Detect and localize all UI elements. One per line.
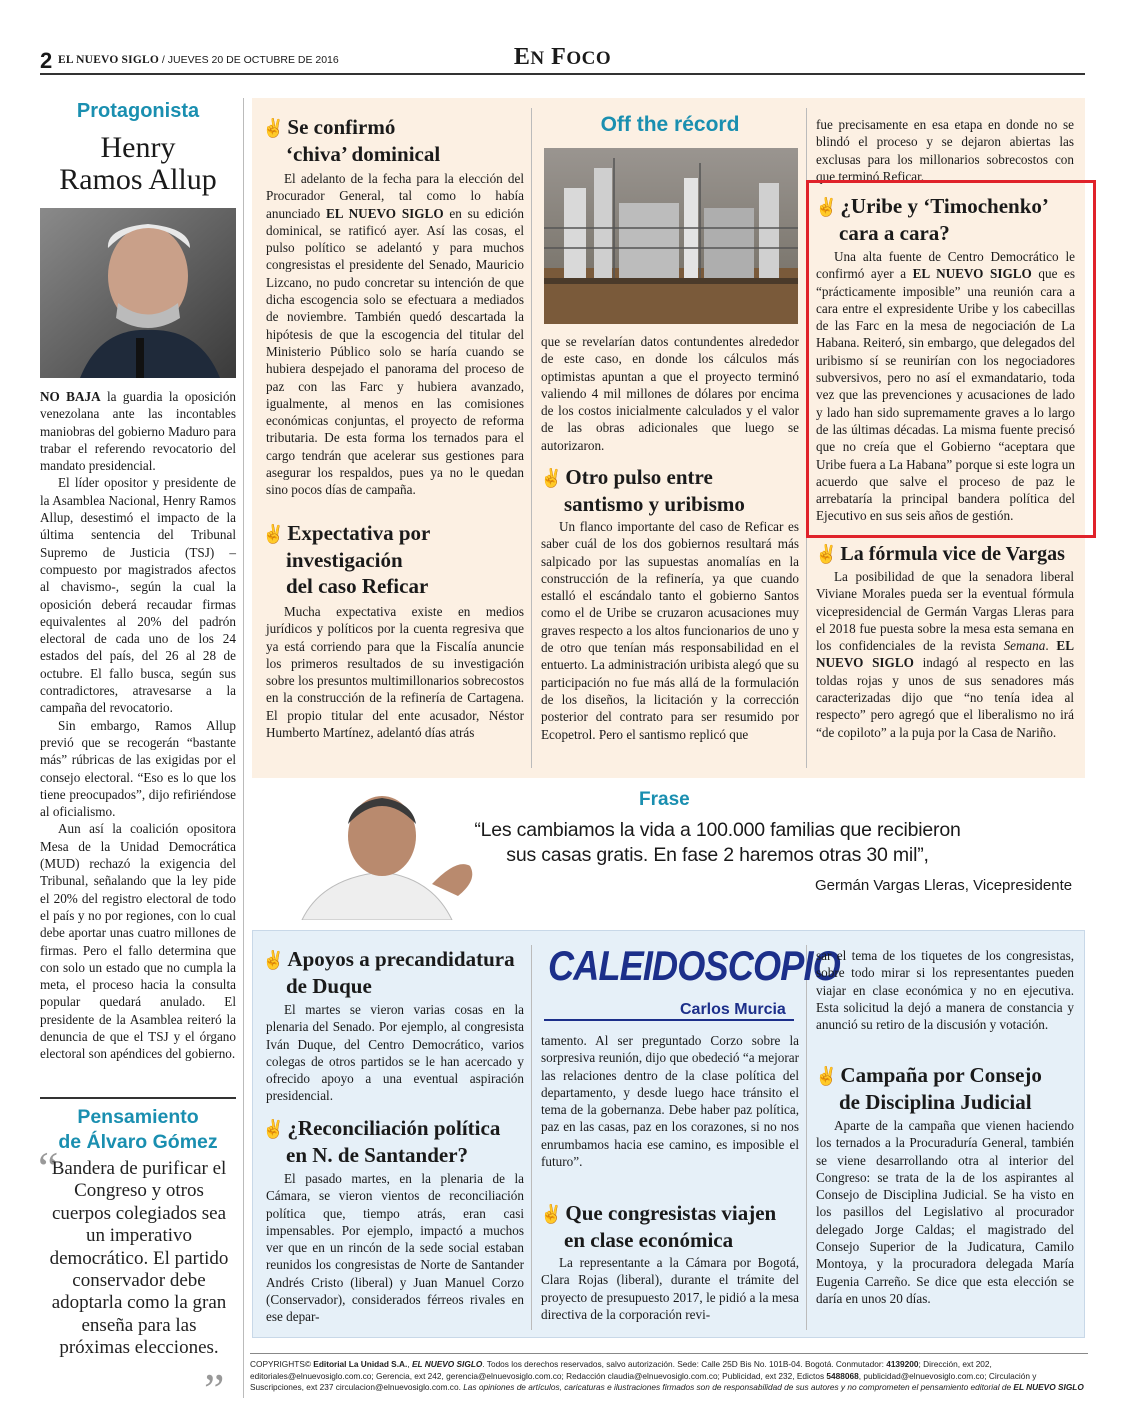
victory-icon: ✌: [540, 1204, 563, 1224]
economica-continuation: sar el tema de los tiquetes de los congresistas, sobre todo mirar si los representantes pueden viajar en clase económica y no en ejecutiva. Esta solicitud la dejó a manera de constancia y anunció su retiro de la discusión y votación.: [816, 948, 1074, 1033]
victory-icon: ✌: [262, 524, 285, 544]
victory-icon: ✌: [262, 950, 285, 970]
protagonista-kicker: Protagonista: [76, 100, 200, 122]
section-title: EN FOCO: [513, 44, 612, 70]
masthead-name: EL NUEVO SIGLO: [58, 54, 159, 66]
refinery-photo: [544, 148, 798, 324]
pensamiento-text: Bandera de purificar el Congreso y otros cuerpos colegiados sea un imperativo democrático. El partido conservador debe adoptarla como la gran enseña para las próximas elecciones.: [49, 1158, 229, 1359]
santander-continuation: tamento. Al ser preguntado Corzo sobre la sorpresiva reunión, dijo que obedeció “a mejorar las relaciones dentro de la clase política del departamento, y desde luego hace tránsito el tema de la gobernanza. Debe haber paz política, paz en las casas, paz en los corazones, si no nos enrumbamos hacia ese camino, es imposible el futuro”.: [541, 1033, 799, 1170]
uribe-body: [816, 248, 1075, 525]
protagonista-body: NO BAJA la guardia la oposición venezolana ante las incontables maniobras del gobierno Maduro para trabar el referendo revocatorio del mandato presidencial. El líder opositor y presidente de la Asamblea Nacional, Henry Ramos Allup, desestimó el impacto de la última sentencia del Tribunal Supremo de Justicia (TSJ) –compuesto por magistrados afectos al chavismo-, según la cual la oposición deberá recaudar firmas equivalentes al 20% del padrón electoral de cada uno de los 24 estados del país, del 26 al 28 de octubre. El fallo busca, según sus contradictores, atravesarse a la campaña del revocatorio. Sin embargo, Ramos Allup previó que se recogerán “bastante más” rúbricas de las exigidas por el consejo electoral. “Eso es lo que los tiene preocupados”, dijo refiriéndose al oficialismo. Aun así la coalición opositora Mesa de la Unidad Democrática (MUD) rechazó la exigencia del Tribunal, señalando que la ley pide el 20% del registro electoral de todo el país y no por regiones, con lo cual debe aportar unas cuatro millones de firmas. Pero el fallo determina que con solo un estado que no cumpla la meta, el proceso hacia la consulta popular quedará anulado. El presidente de la Asamblea reiteró la denuncia de que el TSJ y el órgano electoral son apéndices del gobierno.: [40, 389, 237, 1062]
reficar-body: Mucha expectativa existe en medios jurídicos y políticos por la cuenta regresiva que ya está corriendo para que la Fiscalía anuncie los primeros resultados de su investigación sobre los presuntos multimillonarios sobrecostos en la construcción de la refinería de Cartagena. El propio titular del ente acusador, Néstor Humberto Martínez, adelantó días atrás: [266, 604, 524, 741]
consejo-body: Aparte de la campaña que vienen haciendo los ternados a la Procuraduría General, también se viene desarrollando otra al interior del Congreso: se trata de la de los aspirantes al Consejo de Disciplina Judicial. Se ha visto en los pasillos del Legislativo al procurador delegado Jorge Caldas; el magistrado del Consejo Superior de la Judicatura, Camilo Montoya, y la procuradora delegada María Eugenia Carreño. Se dice que esta elección se daría en unos 20 días.: [816, 1118, 1074, 1306]
left-divider: [40, 1097, 236, 1099]
uribe-headline: ✌ ¿Uribe y ‘Timochenko’ cara a cara?: [815, 194, 1049, 245]
caleidoscopio-author: Carlos Murcia: [680, 1001, 786, 1018]
top-col-rule-1: [531, 108, 532, 768]
victory-icon: ✌: [540, 468, 563, 488]
santander-body: El pasado martes, en la plenaria de la Cámara, se vieron vientos de reconciliación política que, tiempo atrás, eran casi impensables. Por ejemplo, impactó a muchos ver que en un rincón de la sede social estaban reunidos los congresistas de Norte de Santander Andrés Cristo (liberal) y Juan Manuel Corzo (Conservador), considerados férreos rivales en ese depar-: [266, 1171, 524, 1325]
duque-headline: ✌ Apoyos a precandidatura de Duque: [262, 947, 515, 998]
victory-icon: ✌: [815, 197, 838, 217]
consejo-headline: ✌ Campaña por Consejo de Disciplina Judicial: [815, 1063, 1042, 1114]
frase-label: Frase: [639, 789, 690, 810]
frase-quote: “Les cambiamos la vida a 100.000 familias que recibieron sus casas gratis. En fase 2 haremos otras 30 mil”,: [474, 819, 961, 866]
chiva-headline: ✌ Se confirmó ‘chiva’ dominical: [262, 115, 441, 166]
pulso-body: Un flanco importante del caso de Reficar es saber cuál de los dos gobiernos resultará más salpicado por las supuestas anomalías en la construcción de la refinería, ya que cuando estalló el escándalo tanto el gobierno Santos como el de Uribe se cruzaron acusaciones muy graves respecto a los altos funcionarios de uno y de otro que tenían más responsabilidad en el entuerto. La administración uribista alegó que su participación no fue más allá de la formulación de los diseños, la licitación y la corrección posterior del contrato para ser resumido por Ecopetrol. Pero el santismo replicó que: [541, 519, 799, 742]
page-number: 2: [40, 48, 53, 73]
victory-icon: ✌: [815, 544, 838, 564]
footer-text: COPYRIGHTS© Editorial La Unidad S.A., EL NUEVO SIGLO. Todos los derechos reservados, salvo autorización. Sede: Calle 25D Bis No. 101B-04. Bogotá. Conmutador: 4139200; Dirección, ext 202, editoriales@elnuevosiglo.com.co; Gerencia, ext 242, gerencia@elnuevosiglo.com.co; Redacción claudia@elnuevosiglo.com.co; Publicidad, ext 232, Edictos 5488068, publicidad@elnuevosiglo.com.co; Circulación y Suscripciones, ext 237 circulacion@elnuevosiglo.com.co. Las opiniones de artículos, caricaturas e ilustraciones firmados son de responsabilidad de sus autores y no comprometen el pensamiento editorial de EL NUEVO SIGLO: [250, 1359, 1084, 1392]
victory-icon: ✌: [262, 1119, 285, 1139]
duque-body: El martes se vieron varias cosas en la plenaria del Senado. Por ejemplo, al congresista Iván Duque, del Centro Democrático, varios colegas de otros partidos se le han acercado y ofrecido apoyo a una eventual aspiración presidencial.: [266, 1002, 524, 1104]
pulso-headline: ✌ Otro pulso entre santismo y uribismo: [540, 465, 745, 516]
santander-headline: ✌ ¿Reconciliación política en N. de Santander?: [262, 1116, 501, 1167]
reficar-continuation: fue precisamente en esa etapa en donde no se blindó el proceso y se dejaron abiertas las exclusas para los millonarios sobrecostos con que terminó Reficar.: [816, 117, 1074, 184]
pensamiento-title: Pensamiento de Álvaro Gómez: [58, 1106, 218, 1153]
close-quote-icon: ”: [204, 1364, 225, 1406]
economica-body: La representante a la Cámara por Bogotá, Clara Rojas (liberal), durante el trámite del proyecto de presupuesto 2017, le pidió a la mesa directiva de la corporación revi-: [541, 1255, 799, 1322]
bottom-col-rule-1: [531, 945, 532, 1330]
victory-icon: ✌: [262, 118, 285, 138]
formula-text: La posibilidad de que la senadora liberal Viviane Morales pueda ser la eventual fórmula vicepresidencial de Germán Vargas Lleras para el 2018 fue puesta sobre la mesa esta semana en los confidenciales de la revista Semana. EL NUEVO SIGLO indagó al respecto en las toldas rojas y unos de sus senadores más caracterizadas dijo que “no tenía idea al respecto” pero agregó que el liberalismo no irá “de copiloto” a la puja por la Casa de Nariño.: [816, 569, 1074, 740]
masthead-date: / JUEVES 20 DE OCTUBRE DE 2016: [161, 54, 339, 66]
open-quote-icon: “: [38, 1142, 59, 1193]
formula-headline: ✌ La fórmula vice de Vargas: [815, 543, 1065, 565]
bottom-col-rule-2: [806, 945, 807, 1330]
off-record-kicker: Off the récord: [600, 113, 740, 136]
chiva-text: El adelanto de la fecha para la elección del Procurador General, tal como lo había anunciado EL NUEVO SIGLO en su edición dominical, se ratificó ayer. Así las cosas, el pulso político se adelantó y para muchos congresistas el presidente del Senado, Mauricio Lizcano, no pudo concretar su intención de que dicha escogencia solo se efectuara a mediados de noviembre. También quedó descartada la hipótesis de que la escogencia del titular del Ministerio Público solo se haría cuando se hubiera despejado el panorama del proceso de paz con las Farc y hubiera avanzado, igualmente, al menos en las comisiones económicas conjuntas, el proyecto de reforma tributaria. De esta forma los ternados para el cargo tendrán que acelerar sus gestiones para asegurar los respaldos, pues ya no le quedan sino pocos días de campaña.: [266, 171, 524, 498]
off-record-body: que se revelarían datos contundentes alrededor de este caso, en donde los cálculos más optimistas apuntan a que el proyecto terminó valiendo 4 mil millones de dólares por encima de los costos inicialmente calculados y el valor de las obras adicionales que luego se autorizaron.: [541, 334, 799, 453]
chiva-body: [266, 170, 524, 499]
header-rule: [40, 73, 1085, 75]
frase-author: Germán Vargas Lleras, Vicepresidente: [815, 877, 1073, 894]
economica-headline: ✌ Que congresistas viajen en clase económica: [540, 1201, 777, 1252]
victory-icon: ✌: [815, 1066, 838, 1086]
protagonista-lead: NO BAJA: [40, 389, 101, 404]
footer: [250, 1359, 1088, 1394]
ramos-allup-photo: [40, 208, 236, 378]
caleidoscopio-title: CALEIDOSCOPIO: [548, 942, 840, 989]
protagonista-name: Henry Ramos Allup: [59, 131, 217, 196]
reficar-headline: ✌ Expectativa por investigación del caso Reficar: [262, 521, 431, 598]
formula-body: [816, 568, 1074, 741]
caleidoscopio-rule: [544, 1019, 794, 1021]
column-rule: [243, 98, 244, 1398]
uribe-text: Una alta fuente de Centro Democrático le confirmó ayer a EL NUEVO SIGLO que es “prácticamente imposible” una reunión cara a cara entre el expresidente Uribe y los cabecillas de las Farc en la mesa de negociación de La Habana. Reiteró, sin embargo, que delegados del uribismo sí se reunirían con los negociadores subversivos, pero no así el exmandatario, toda vez que las prevenciones y acusaciones de lado y lado han sido supremamente graves a lo largo de las últimas décadas. La misma fuente precisó que no creía que el Gobierno “aceptara que Uribe fuera a La Habana” porque si este logra un acuerdo que salve el proceso de paz le arrebataría la principal bandera política del Ejecutivo en sus seis años de gestión.: [816, 249, 1075, 524]
